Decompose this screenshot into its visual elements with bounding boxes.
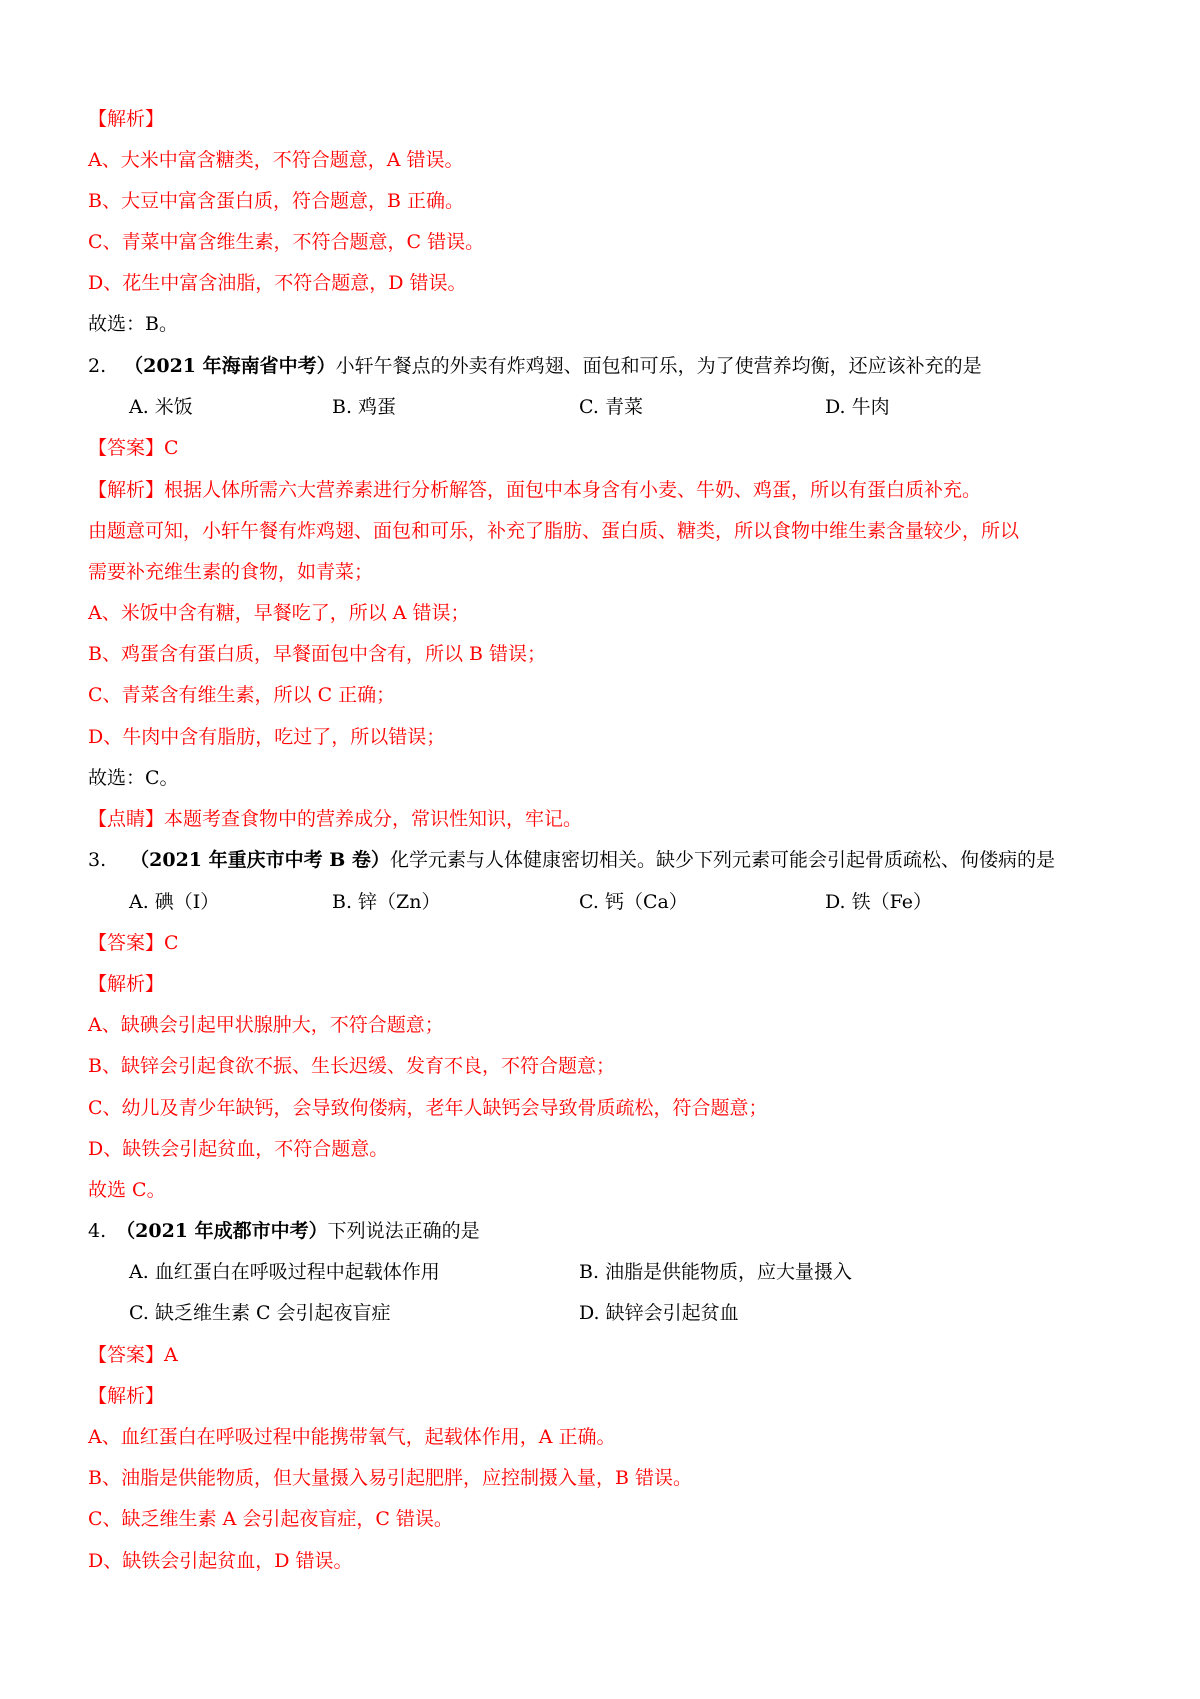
answer-tag: 【答案】 xyxy=(88,1344,165,1366)
question-4-stem xyxy=(88,1218,480,1244)
comment-line xyxy=(88,806,582,832)
analysis-line: C、缺乏维生素 A 会引起夜盲症，C 错误。 xyxy=(88,1508,453,1530)
answer-value: C xyxy=(164,437,179,459)
comment-tag: 【点睛】 xyxy=(88,808,165,830)
option-d: D. 铁（Fe） xyxy=(825,891,933,913)
question-text: 下列说法正确的是 xyxy=(327,1220,480,1242)
option-d: D. 牛肉 xyxy=(825,396,890,418)
answer-value: A xyxy=(164,1344,178,1366)
comment-text: 本题考查食物中的营养成分，常识性知识，牢记。 xyxy=(164,808,583,830)
analysis-line: 由题意可知，小轩午餐有炸鸡翅、面包和可乐，补充了脂肪、蛋白质、糖类，所以食物中维生素含量较少，所以 xyxy=(88,520,1020,542)
answer-line xyxy=(88,1342,178,1368)
option-b: B. 鸡蛋 xyxy=(332,396,397,418)
question-source: （2021 年成都市中考） xyxy=(116,1220,328,1242)
analysis-line: C、幼儿及青少年缺钙，会导致佝偻病，老年人缺钙会导致骨质疏松，符合题意； xyxy=(88,1097,768,1119)
analysis-tag: 【解析】 xyxy=(88,973,165,995)
analysis-line: D、牛肉中含有脂肪，吃过了，所以错误； xyxy=(88,726,446,748)
analysis-tag: 【解析】 xyxy=(88,479,165,501)
analysis-line xyxy=(88,477,981,503)
analysis-line: D、花生中富含油脂，不符合题意，D 错误。 xyxy=(88,272,467,294)
answer-tag: 【答案】 xyxy=(88,932,165,954)
choice-line: 故选 C。 xyxy=(88,1179,166,1201)
answer-value: C xyxy=(164,932,179,954)
question-number: 4. xyxy=(88,1220,107,1242)
question-source: （2021 年重庆市中考 B 卷） xyxy=(130,849,390,871)
option-a: A. 血红蛋白在呼吸过程中起载体作用 xyxy=(129,1261,440,1283)
analysis-line: B、鸡蛋含有蛋白质，早餐面包中含有，所以 B 错误； xyxy=(88,643,547,665)
analysis-tag: 【解析】 xyxy=(88,108,165,130)
answer-line xyxy=(88,435,179,461)
analysis-line: C、青菜含有维生素，所以 C 正确； xyxy=(88,684,396,706)
question-3-stem xyxy=(88,847,1055,873)
analysis-line: 需要补充维生素的食物，如青菜； xyxy=(88,561,374,583)
analysis-line: B、油脂是供能物质，但大量摄入易引起肥胖，应控制摄入量，B 错误。 xyxy=(88,1467,692,1489)
analysis-line: B、缺锌会引起食欲不振、生长迟缓、发育不良，不符合题意； xyxy=(88,1055,615,1077)
option-b: B. 锌（Zn） xyxy=(332,891,441,913)
answer-line xyxy=(88,930,179,956)
analysis-line: A、血红蛋白在呼吸过程中能携带氧气，起载体作用，A 正确。 xyxy=(88,1426,616,1448)
analysis-line: C、青菜中富含维生素，不符合题意，C 错误。 xyxy=(88,231,485,253)
choice-line: 故选：C。 xyxy=(88,767,179,789)
analysis-line: D、缺铁会引起贫血，不符合题意。 xyxy=(88,1138,389,1160)
analysis-tag: 【解析】 xyxy=(88,1385,165,1407)
option-a: A. 米饭 xyxy=(129,396,193,418)
option-d: D. 缺锌会引起贫血 xyxy=(579,1302,739,1324)
question-2-stem xyxy=(88,353,982,379)
analysis-line: A、米饭中含有糖，早餐吃了，所以 A 错误； xyxy=(88,602,470,624)
option-c: C. 青菜 xyxy=(579,396,643,418)
option-a: A. 碘（I） xyxy=(129,891,220,913)
option-c: C. 缺乏维生素 C 会引起夜盲症 xyxy=(129,1302,391,1324)
question-number: 2. xyxy=(88,355,107,377)
question-text: 化学元素与人体健康密切相关。缺少下列元素可能会引起骨质疏松、佝偻病的是 xyxy=(389,849,1055,871)
analysis-text: 根据人体所需六大营养素进行分析解答，面包中本身含有小麦、牛奶、鸡蛋，所以有蛋白质补充。 xyxy=(164,479,982,501)
analysis-line: B、大豆中富含蛋白质，符合题意，B 正确。 xyxy=(88,190,464,212)
analysis-line: A、缺碘会引起甲状腺肿大，不符合题意； xyxy=(88,1014,444,1036)
analysis-line: D、缺铁会引起贫血，D 错误。 xyxy=(88,1550,353,1572)
analysis-line: A、大米中富含糖类，不符合题意，A 错误。 xyxy=(88,149,464,171)
choice-line: 故选：B。 xyxy=(88,313,178,335)
answer-tag: 【答案】 xyxy=(88,437,165,459)
question-number: 3. xyxy=(88,849,107,871)
option-b: B. 油脂是供能物质，应大量摄入 xyxy=(579,1261,853,1283)
question-text: 小轩午餐点的外卖有炸鸡翅、面包和可乐，为了使营养均衡，还应该补充的是 xyxy=(335,355,982,377)
option-c: C. 钙（Ca） xyxy=(579,891,688,913)
question-source: （2021 年海南省中考） xyxy=(124,355,336,377)
